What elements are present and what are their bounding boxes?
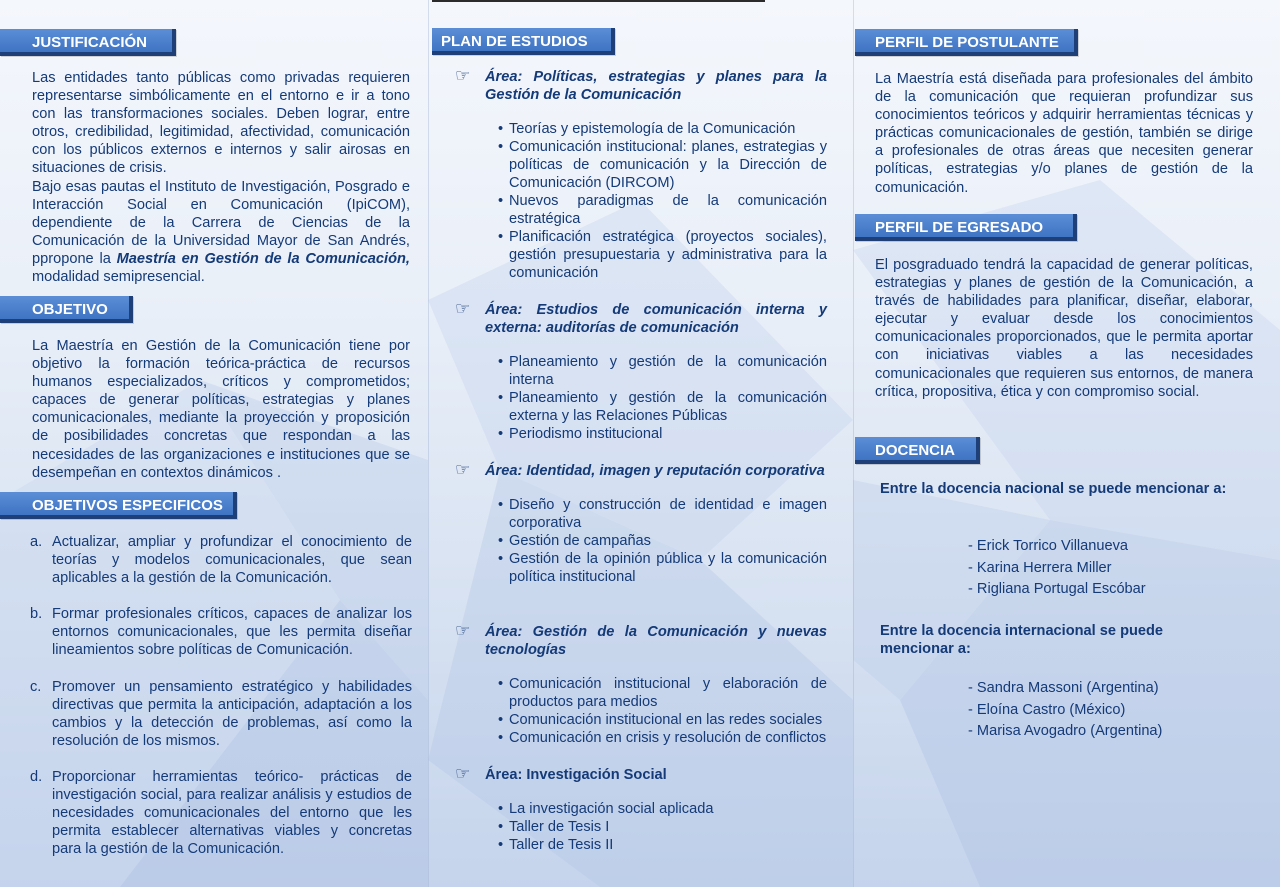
list-item: • Taller de Tesis I [499, 818, 827, 836]
list-item: - Rigliana Portugal Escóbar [968, 581, 1146, 598]
list-item: - Karina Herrera Miller [968, 559, 1112, 576]
list-item: a. Actualizar, ampliar y profundizar el conocimiento de teorías y modelos comunicacionales, que sean aplicables a la gestión de la Comunicación. [30, 534, 412, 587]
justificacion-paragraph-2-end: modalidad semipresencial. [32, 269, 205, 286]
list-item: • La investigación social aplicada [499, 800, 827, 818]
list-item: • Planeamiento y gestión de la comunicación externa y las Relaciones Públicas [499, 389, 827, 425]
area-investigacion-social: ☞ Área: Investigación Social • La investigación social aplicada • Taller de Tesis I • Taller de Tesis II [455, 766, 827, 854]
objetivos-especificos-list [30, 533, 412, 876]
justificacion-header: JUSTIFICACIÓN [0, 29, 176, 56]
area-estudios-comunicacion: ☞ Área: Estudios de comunicación interna y externa: auditorías de comunicación • Planeamiento y gestión de la comunicación interna • Planeamiento y gestión de la comunicación externa y las Relaciones Públicas • Periodismo institucional [455, 301, 827, 443]
pointing-hand-icon: ☞ [455, 66, 471, 85]
list-item: • Gestión de campañas [499, 532, 827, 550]
list-item: • Nuevos paradigmas de la comunicación estratégica [499, 192, 827, 228]
pointing-hand-icon: ☞ [455, 764, 471, 783]
list-item: • Comunicación en crisis y resolución de conflictos [499, 729, 827, 747]
plan-estudios-header: PLAN DE ESTUDIOS [432, 28, 615, 55]
list-item: • Diseño y construcción de identidad e imagen corporativa [499, 496, 827, 532]
docencia-nacional-list [968, 536, 1146, 601]
area-nuevas-tecnologias: ☞ Área: Gestión de la Comunicación y nuevas tecnologías • Comunicación institucional y elaboración de productos para medios • Comunicación institucional en las redes sociales • Comunicación en crisis y resolución de conflictos [455, 623, 827, 747]
perfil-postulante-text: La Maestría está diseñada para profesionales del ámbito de la comunicación que requieran profundizar sus conocimientos teóricos y adquirir herramientas técnicas y prácticas comunicacionales de gestión, también se dirige a profesionales de otras áreas que necesiten generar políticas, estrategias y/o planes de gestión de la comunicación. [875, 71, 1253, 196]
objetivo-text: La Maestría en Gestión de la Comunicación tiene por objetivo la formación teórica-práctica de recursos humanos especializados, críticos y comprometidos; capaces de generar políticas, estrategias y planes comunicacionales, mediante la proyección y proposición de posibilidades concretas que respondan a las necesidades de las organizaciones e instituciones que se desempeñan en contextos dinámicos . [32, 338, 410, 481]
list-item: • Teorías y epistemología de la Comunicación [499, 120, 827, 138]
justificacion-paragraph-1: Las entidades tanto públicas como privadas requieren representarse simbólicamente en el entorno e ir a tono con las transformaciones sociales. Deben lograr, entre otros, credibilidad, legitimidad, afectividad, comunicación con los públicos externos e internos y salir airosas en situaciones de crisis. [32, 70, 410, 177]
objetivos-especificos-header: OBJETIVOS ESPECIFICOS [0, 492, 237, 519]
docencia-internacional-list [968, 678, 1162, 743]
pointing-hand-icon: ☞ [455, 621, 471, 640]
top-rule [432, 0, 765, 2]
perfil-egresado-text: El posgraduado tendrá la capacidad de generar políticas, estrategias y planes de gestión de la Comunicación, a través de habilidades para planificar, diseñar, elaborar, ejecutar y evaluar desde los conocimientos comunicacionales proporcionados, que le permita aportar con iniciativas viables a las necesidades comunicacionales que requieren sus entornos, de manera crítica, propositiva, ética y con compromiso social. [875, 257, 1253, 400]
docencia-internacional-title: Entre la docencia internacional se puede mencionar a: [880, 623, 1164, 658]
list-item: • Planificación estratégica (proyectos sociales), gestión presupuestaria y administrativa para la comunicación [499, 228, 827, 282]
pointing-hand-icon: ☞ [455, 299, 471, 318]
justificacion-paragraph-2: Bajo esas pautas el Instituto de Investigación, Posgrado e Interacción Social en Comunicación (IpiCOM), dependiente de la Carrera de Ciencias de la Comunicación de la Universidad Mayor de San Andrés, ppropone la [32, 178, 410, 267]
list-item: - Marisa Avogadro (Argentina) [968, 723, 1163, 740]
list-item: • Taller de Tesis II [499, 836, 827, 854]
perfil-egresado-header: PERFIL DE EGRESADO [855, 214, 1077, 241]
list-item: b. Formar profesionales críticos, capaces de analizar los entornos comunicacionales, que les permita diseñar lineamientos sobre políticas de Comunicación. [30, 606, 412, 659]
perfil-postulante-header: PERFIL DE POSTULANTE [855, 29, 1078, 56]
list-item: - Sandra Massoni (Argentina) [968, 680, 1159, 696]
list-item: c. Promover un pensamiento estratégico y habilidades directivas que permita la anticipación, adaptación a los cambios y la detección de problemas, así como la resolución de los mismos. [30, 678, 412, 749]
area-politicas: ☞ Área: Políticas, estrategias y planes para la Gestión de la Comunicación • Teorías y epistemología de la Comunicación • Comunicación institucional: planes, estrategias y políticas de comunicación y la Dirección de Comunicación (DIRCOM) • Nuevos paradigmas de la comunicación estratégica • Planificación estratégica (proyectos sociales), gestión presupuestaria y administrativa para la comunicación [455, 68, 827, 282]
list-item: - Eloína Castro (México) [968, 701, 1126, 718]
list-item: • Comunicación institucional y elaboración de productos para medios [499, 675, 827, 711]
program-name: Maestría en Gestión de la Comunicación, [116, 250, 410, 267]
docencia-nacional-title: Entre la docencia nacional se puede mencionar a: [880, 481, 1227, 497]
list-item: - Erick Torrico Villanueva [968, 538, 1129, 554]
docencia-header: DOCENCIA [855, 437, 980, 464]
list-item: • Gestión de la opinión pública y la comunicación política institucional [499, 550, 827, 586]
list-item: d. Proporcionar herramientas teórico- prácticas de investigación social, para realizar análisis y estudios de necesidades comunicacionales del entorno que les permita establecer alternativas viables y concretas para la gestión de la Comunicación. [30, 768, 412, 858]
objetivo-header: OBJETIVO [0, 296, 133, 323]
list-item: • Periodismo institucional [499, 425, 827, 443]
list-item: • Comunicación institucional en las redes sociales [499, 711, 827, 729]
list-item: • Comunicación institucional: planes, estrategias y políticas de comunicación y la Dirección de Comunicación (DIRCOM) [499, 138, 827, 192]
fold-line-right [853, 0, 854, 887]
fold-line-left [428, 0, 429, 887]
area-identidad: ☞ Área: Identidad, imagen y reputación corporativa • Diseño y construcción de identidad e imagen corporativa • Gestión de campañas • Gestión de la opinión pública y la comunicación política institucional [455, 462, 827, 586]
list-item: • Planeamiento y gestión de la comunicación interna [499, 353, 827, 389]
justificacion-text [32, 69, 410, 286]
pointing-hand-icon: ☞ [455, 460, 471, 479]
